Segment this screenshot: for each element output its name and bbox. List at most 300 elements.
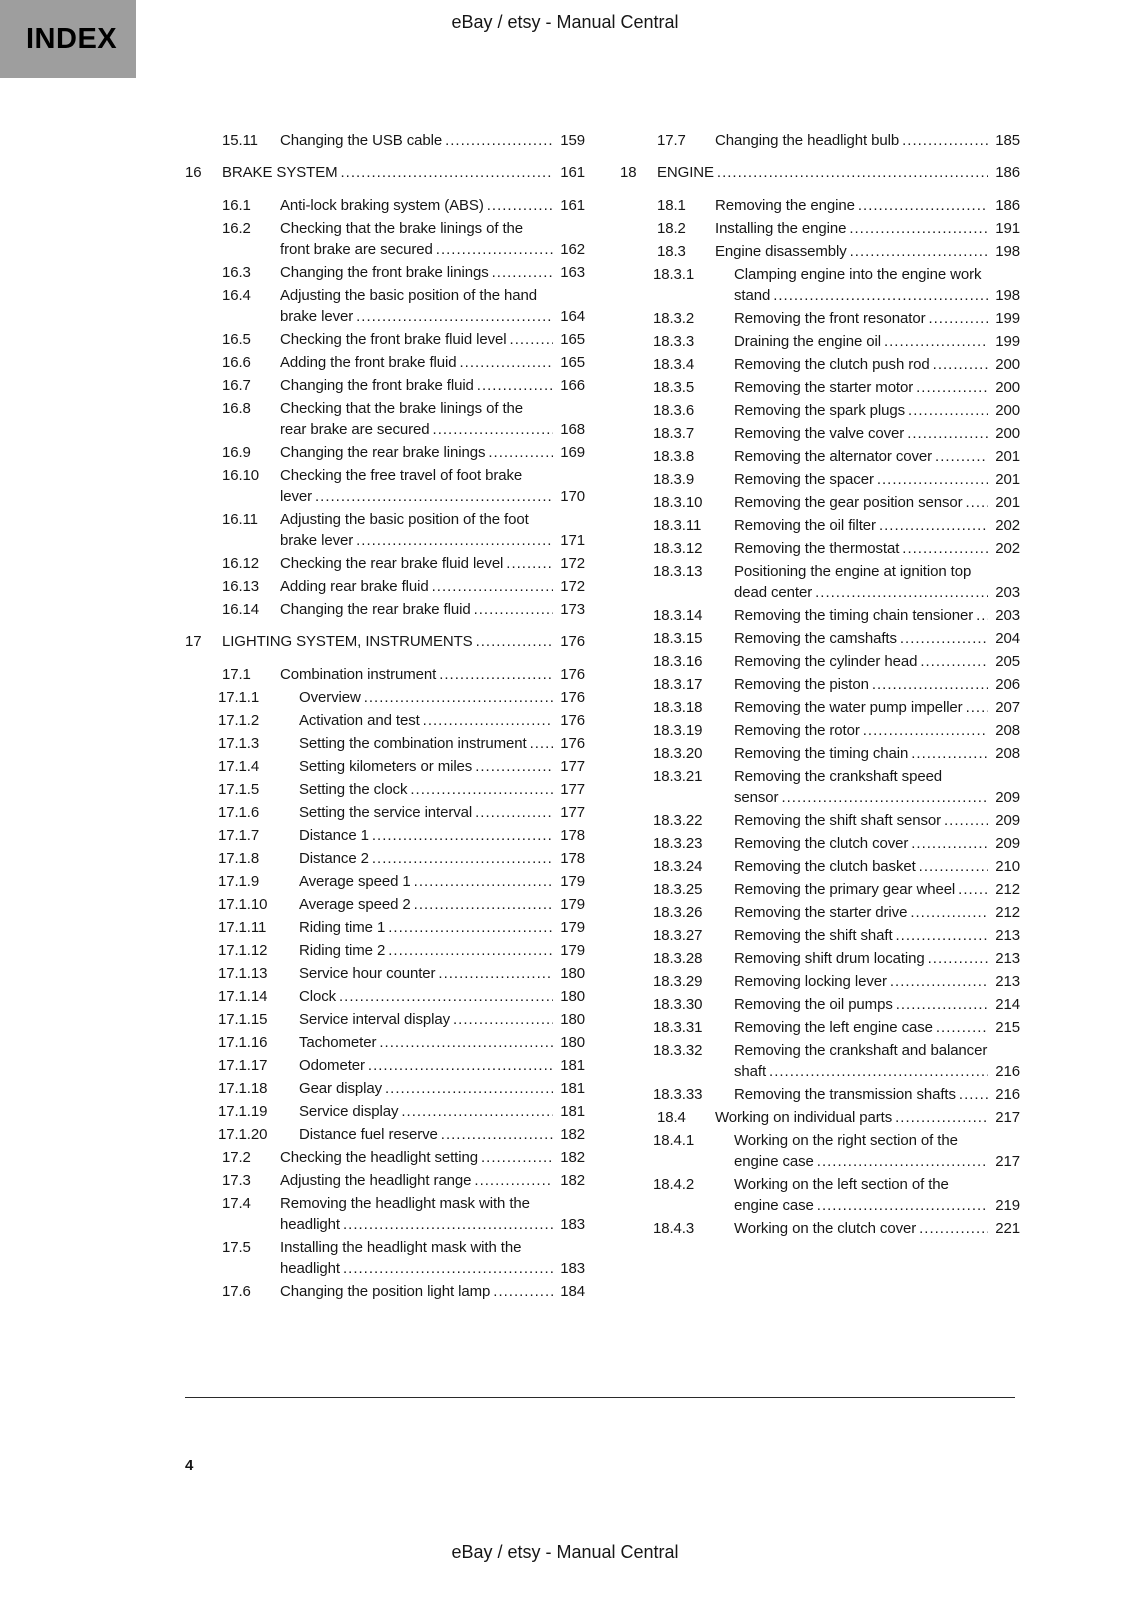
- toc-entry-title: Adjusting the basic position of the foot brake lever: [280, 511, 529, 549]
- toc-entry-page: 182: [555, 1170, 585, 1191]
- toc-entry[interactable]: [185, 553, 585, 574]
- toc-entry-body: [280, 262, 553, 283]
- toc-entry-title: Removing the spacer: [734, 471, 874, 488]
- toc-entry-page: 216: [990, 1084, 1020, 1105]
- toc-entry[interactable]: [185, 1032, 585, 1053]
- toc-entry[interactable]: [620, 856, 1020, 877]
- toc-entry-body: [299, 687, 553, 708]
- toc-entry[interactable]: [185, 1101, 585, 1122]
- toc-entry[interactable]: [620, 971, 1020, 992]
- toc-entry-number: 16.4: [222, 287, 251, 304]
- dot-leader: [899, 538, 988, 559]
- toc-entry-body: [734, 651, 988, 672]
- footer-rule: [185, 1397, 1015, 1398]
- toc-entry-number: 16.2: [222, 220, 251, 237]
- toc-entry[interactable]: [185, 631, 585, 652]
- toc-entry-title: Removing the piston: [734, 676, 869, 693]
- dot-leader: [382, 1078, 553, 1099]
- toc-entry[interactable]: [185, 375, 585, 396]
- toc-entry-number: 16.7: [222, 377, 251, 394]
- toc-entry-number: 18.3.18: [653, 699, 703, 716]
- toc-entry[interactable]: [620, 1174, 1020, 1216]
- toc-entry-number: 18.3.6: [653, 402, 695, 419]
- dot-leader: [369, 825, 553, 846]
- toc-entry[interactable]: [185, 442, 585, 463]
- toc-entry[interactable]: [185, 848, 585, 869]
- dot-leader: [913, 377, 988, 398]
- toc-entry-body: [299, 917, 553, 938]
- toc-entry[interactable]: [620, 902, 1020, 923]
- toc-entry-title: Removing the headlight mask with the headlight: [280, 1195, 530, 1233]
- toc-entry-number: 17.1.12: [218, 942, 268, 959]
- toc-entry[interactable]: [620, 162, 1020, 183]
- dot-leader: [874, 469, 988, 490]
- toc-entry-page: 169: [555, 442, 585, 463]
- toc-entry-title: Clamping engine into the engine work stand: [734, 266, 982, 304]
- toc-entry-page: 176: [555, 664, 585, 685]
- toc-entry[interactable]: [620, 515, 1020, 536]
- toc-entry-number: 17.1.3: [218, 735, 260, 752]
- toc-entry-title: Changing the USB cable: [280, 132, 443, 149]
- toc-entry-number: 18.3.12: [653, 540, 703, 557]
- toc-entry-body: [299, 894, 553, 915]
- toc-entry-title: Setting the clock: [299, 781, 408, 798]
- toc-entry-page: 213: [990, 948, 1020, 969]
- toc-entry-page: 178: [555, 848, 585, 869]
- toc-entry-title: Adjusting the headlight range: [280, 1172, 472, 1189]
- toc-entry[interactable]: [620, 879, 1020, 900]
- toc-entry-title: Removing the oil filter: [734, 517, 876, 534]
- dot-leader: [714, 162, 988, 183]
- toc-entry[interactable]: [185, 1009, 585, 1030]
- toc-entry[interactable]: [185, 1078, 585, 1099]
- toc-entry[interactable]: [185, 1170, 585, 1191]
- toc-entry-number: 18.3.28: [653, 950, 703, 967]
- toc-entry-body: [299, 1032, 553, 1053]
- toc-entry-number: 18.3.27: [653, 927, 703, 944]
- toc-entry[interactable]: [620, 400, 1020, 421]
- toc-entry[interactable]: [185, 352, 585, 373]
- toc-entry-number: 17.1.6: [218, 804, 260, 821]
- dot-leader: [905, 400, 988, 421]
- toc-entry[interactable]: [620, 743, 1020, 764]
- toc-entry[interactable]: [620, 1218, 1020, 1239]
- toc-entry-title: Checking the front brake fluid level: [280, 331, 507, 348]
- toc-entry-number: 17.1.2: [218, 712, 260, 729]
- toc-entry-page: 162: [555, 239, 585, 260]
- toc-entry-body: [734, 561, 988, 603]
- toc-entry-page: 168: [555, 419, 585, 440]
- toc-entry-page: 177: [555, 756, 585, 777]
- toc-entry[interactable]: [620, 492, 1020, 513]
- dot-leader: [420, 710, 553, 731]
- toc-entry[interactable]: [185, 1237, 585, 1279]
- toc-entry[interactable]: [620, 948, 1020, 969]
- toc-entry-body: [734, 810, 988, 831]
- toc-entry-title: Removing the primary gear wheel: [734, 881, 956, 898]
- toc-entry[interactable]: [620, 994, 1020, 1015]
- toc-entry-page: 200: [990, 400, 1020, 421]
- dot-leader: [456, 352, 553, 373]
- toc-entry-title: Installing the engine: [715, 220, 847, 237]
- toc-entry[interactable]: [620, 720, 1020, 741]
- toc-entry-body: [734, 331, 988, 352]
- toc-entry[interactable]: [620, 469, 1020, 490]
- toc-entry[interactable]: [185, 465, 585, 507]
- toc-entry-title: Draining the engine oil: [734, 333, 881, 350]
- dot-leader: [932, 446, 988, 467]
- toc-entry-number: 18.3.4: [653, 356, 695, 373]
- dot-leader: [887, 971, 988, 992]
- dot-leader: [450, 1009, 553, 1030]
- toc-entry-page: 207: [990, 697, 1020, 718]
- toc-entry[interactable]: [620, 697, 1020, 718]
- toc-entry[interactable]: [185, 218, 585, 260]
- toc-entry-page: 182: [555, 1147, 585, 1168]
- toc-entry-title: Removing the thermostat: [734, 540, 900, 557]
- toc-entry-number: 17.7: [657, 132, 686, 149]
- dot-leader: [472, 756, 553, 777]
- dot-leader: [442, 130, 553, 151]
- toc-entry-number: 17.3: [222, 1172, 251, 1189]
- toc-entry[interactable]: [620, 1040, 1020, 1082]
- dot-leader: [369, 848, 553, 869]
- toc-entry[interactable]: [185, 871, 585, 892]
- toc-entry-number: 16.6: [222, 354, 251, 371]
- toc-entry-title: Removing the starter motor: [734, 379, 914, 396]
- toc-entry-number: 18.3.33: [653, 1086, 703, 1103]
- toc-entry-body: [299, 733, 553, 754]
- toc-column-right: [620, 130, 1020, 1304]
- toc-entry-number: 16.1: [222, 197, 251, 214]
- toc-entry-number: 18.3.1: [653, 266, 695, 283]
- toc-entry-body: [299, 802, 553, 823]
- toc-entry-title: Removing the starter drive: [734, 904, 908, 921]
- dot-leader: [398, 1101, 553, 1122]
- dot-leader: [917, 651, 988, 672]
- toc-entry-title: Changing the position light lamp: [280, 1283, 491, 1300]
- toc-entry-body: [734, 1017, 988, 1038]
- toc-entry[interactable]: [185, 398, 585, 440]
- toc-entry[interactable]: [620, 605, 1020, 626]
- toc-entry-body: [280, 375, 553, 396]
- dot-leader: [955, 879, 988, 900]
- toc-entry-page: 199: [990, 331, 1020, 352]
- toc-entry[interactable]: [620, 538, 1020, 559]
- dot-leader: [489, 262, 553, 283]
- toc-entry[interactable]: [620, 810, 1020, 831]
- toc-entry[interactable]: [185, 802, 585, 823]
- toc-entry-number: 17.1.20: [218, 1126, 268, 1143]
- toc-entry-page: 179: [555, 940, 585, 961]
- toc-entry-number: 18.3.5: [653, 379, 695, 396]
- toc-entry-page: 185: [990, 130, 1020, 151]
- toc-entry[interactable]: [620, 1107, 1020, 1128]
- toc-entry[interactable]: [185, 756, 585, 777]
- toc-entry-body: [299, 848, 553, 869]
- toc-entry[interactable]: [185, 1147, 585, 1168]
- toc-entry[interactable]: [185, 687, 585, 708]
- toc-entry[interactable]: [185, 329, 585, 350]
- toc-entry-page: 179: [555, 871, 585, 892]
- toc-entry[interactable]: [620, 218, 1020, 239]
- toc-entry-title: Checking that the brake linings of the rear brake are secured: [280, 400, 524, 438]
- toc-entry[interactable]: [620, 308, 1020, 329]
- toc-entry-body: [280, 1281, 553, 1302]
- toc-entry[interactable]: [620, 195, 1020, 216]
- toc-entry-page: 204: [990, 628, 1020, 649]
- toc-entry[interactable]: [620, 130, 1020, 151]
- toc-entry[interactable]: [185, 986, 585, 1007]
- toc-entry[interactable]: [620, 377, 1020, 398]
- toc-entry-page: 219: [990, 1195, 1020, 1216]
- dot-leader: [490, 1281, 553, 1302]
- toc-entry-title: Changing the rear brake linings: [280, 444, 486, 461]
- toc-entry-title: Service display: [299, 1103, 399, 1120]
- toc-entry[interactable]: [185, 1281, 585, 1302]
- toc-entry-page: 205: [990, 651, 1020, 672]
- toc-entry[interactable]: [185, 576, 585, 597]
- dot-leader: [385, 917, 553, 938]
- toc-entry[interactable]: [185, 130, 585, 151]
- toc-entry-body: [280, 553, 553, 574]
- toc-entry-body: [734, 538, 988, 559]
- toc-entry-body: [657, 162, 988, 183]
- dot-leader: [429, 576, 553, 597]
- toc-entry-body: [734, 697, 988, 718]
- toc-entry-title: Positioning the engine at ignition top dead center: [734, 563, 972, 601]
- toc-entry-body: [734, 1040, 988, 1082]
- toc-entry-title: Anti-lock braking system (ABS): [280, 197, 484, 214]
- dot-leader: [474, 375, 553, 396]
- dot-leader: [336, 986, 553, 1007]
- toc-entry-number: 16.11: [222, 511, 258, 528]
- toc-entry[interactable]: [620, 1084, 1020, 1105]
- toc-entry-number: 17: [185, 633, 202, 650]
- dot-leader: [407, 779, 553, 800]
- dot-leader: [876, 515, 988, 536]
- toc-entry-page: 179: [555, 917, 585, 938]
- toc-entry[interactable]: [620, 241, 1020, 262]
- toc-entry[interactable]: [185, 963, 585, 984]
- dot-leader: [503, 553, 553, 574]
- toc-entry[interactable]: [185, 1193, 585, 1235]
- toc-entry-title: Checking that the brake linings of the front brake are secured: [280, 220, 524, 258]
- toc-entry-body: [280, 130, 553, 151]
- toc-entry-number: 17.1.11: [218, 919, 267, 936]
- toc-entry-title: Removing the timing chain tensioner: [734, 607, 974, 624]
- toc-entry-page: 214: [990, 994, 1020, 1015]
- toc-entry[interactable]: [620, 925, 1020, 946]
- dot-leader: [472, 802, 553, 823]
- toc-entry-number: 16: [185, 164, 202, 181]
- toc-entry-body: [734, 971, 988, 992]
- toc-entry[interactable]: [185, 262, 585, 283]
- dot-leader: [908, 743, 988, 764]
- toc-entry-page: 209: [990, 833, 1020, 854]
- toc-entry-page: 182: [555, 1124, 585, 1145]
- toc-entry[interactable]: [620, 561, 1020, 603]
- toc-entry-page: 161: [555, 195, 585, 216]
- toc-entry-body: [734, 492, 988, 513]
- toc-entry-title: Combination instrument: [280, 666, 437, 683]
- toc-entry-page: 203: [990, 605, 1020, 626]
- toc-entry[interactable]: [185, 733, 585, 754]
- toc-entry-number: 18.3.15: [653, 630, 703, 647]
- toc-entry-page: 201: [990, 446, 1020, 467]
- toc-entry-body: [299, 1101, 553, 1122]
- toc-entry-number: 17.1.14: [218, 988, 268, 1005]
- toc-entry-title: Setting kilometers or miles: [299, 758, 473, 775]
- toc-entry[interactable]: [185, 894, 585, 915]
- toc-entry-body: [280, 664, 553, 685]
- toc-entry[interactable]: [185, 1055, 585, 1076]
- toc-entry[interactable]: [185, 599, 585, 620]
- dot-leader: [916, 856, 988, 877]
- dot-leader: [963, 697, 988, 718]
- toc-entry-body: [734, 354, 988, 375]
- toc-entry-number: 18.3.2: [653, 310, 695, 327]
- toc-entry-title: Activation and test: [299, 712, 420, 729]
- header-title: eBay / etsy - Manual Central: [451, 12, 679, 32]
- dot-leader: [338, 162, 554, 183]
- toc-entry-page: 176: [555, 631, 585, 652]
- toc-entry[interactable]: [185, 509, 585, 551]
- toc-entry-page: 171: [555, 530, 585, 551]
- toc-entry[interactable]: [620, 628, 1020, 649]
- toc-entry-page: 170: [555, 486, 585, 507]
- toc-entry[interactable]: [620, 766, 1020, 808]
- toc-entry-body: [280, 218, 553, 260]
- toc-entry-number: 16.12: [222, 555, 260, 572]
- toc-entry-page: 206: [990, 674, 1020, 695]
- toc-entry-number: 18.3.32: [653, 1042, 703, 1059]
- toc-entry-page: 209: [990, 810, 1020, 831]
- toc-entry-number: 16.10: [222, 467, 260, 484]
- toc-entry-page: 180: [555, 986, 585, 1007]
- toc-entry-page: 184: [555, 1281, 585, 1302]
- dot-leader: [365, 1055, 553, 1076]
- toc-entry-number: 18.3.16: [653, 653, 703, 670]
- toc-entry-page: 209: [990, 787, 1020, 808]
- toc-entry[interactable]: [620, 833, 1020, 854]
- toc-entry[interactable]: [620, 264, 1020, 306]
- toc-entry[interactable]: [185, 285, 585, 327]
- toc-entry-number: 18.3: [657, 243, 686, 260]
- toc-entry-body: [734, 948, 988, 969]
- toc-entry-page: 208: [990, 743, 1020, 764]
- toc-entry-body: [734, 902, 988, 923]
- toc-entry-body: [734, 1084, 988, 1105]
- toc-entry-page: 198: [990, 241, 1020, 262]
- toc-entry[interactable]: [620, 354, 1020, 375]
- toc-entry-title: Removing the alternator cover: [734, 448, 933, 465]
- dot-leader: [361, 687, 553, 708]
- toc-entry-body: [280, 1193, 553, 1235]
- toc-entry[interactable]: [620, 446, 1020, 467]
- toc-entry-body: [299, 825, 553, 846]
- toc-entry[interactable]: [185, 195, 585, 216]
- toc-entry[interactable]: [620, 423, 1020, 444]
- toc-entry-body: [715, 130, 988, 151]
- toc-entry[interactable]: [185, 1124, 585, 1145]
- toc-entry[interactable]: [620, 1017, 1020, 1038]
- toc-entry-page: 176: [555, 687, 585, 708]
- toc-entry-number: 17.1: [222, 666, 251, 683]
- toc-entry-title: Removing locking lever: [734, 973, 887, 990]
- toc-entry-body: [734, 925, 988, 946]
- toc-entry[interactable]: [185, 940, 585, 961]
- toc-entry-page: 165: [555, 352, 585, 373]
- toc-entry-body: [715, 241, 988, 262]
- dot-leader: [860, 720, 988, 741]
- toc-entry-number: 17.1.19: [218, 1103, 268, 1120]
- toc-entry-body: [715, 195, 988, 216]
- dot-leader: [907, 902, 988, 923]
- toc-entry[interactable]: [620, 331, 1020, 352]
- toc-entry-title: Removing the rotor: [734, 722, 860, 739]
- toc-entry-page: 181: [555, 1078, 585, 1099]
- dot-leader: [893, 925, 988, 946]
- toc-entry[interactable]: [185, 162, 585, 183]
- toc-entry-body: [734, 423, 988, 444]
- toc-entry-body: [734, 1174, 988, 1216]
- toc-entry-title: Removing the camshafts: [734, 630, 897, 647]
- toc-entry[interactable]: [185, 710, 585, 731]
- toc-entry-title: Removing the left engine case: [734, 1019, 933, 1036]
- toc-entry-page: 172: [555, 576, 585, 597]
- toc-entry-page: 159: [555, 130, 585, 151]
- toc-entry-page: 177: [555, 802, 585, 823]
- toc-entry[interactable]: [620, 651, 1020, 672]
- toc-entry-number: 18.1: [657, 197, 686, 214]
- toc-entry[interactable]: [185, 917, 585, 938]
- dot-leader: [941, 810, 988, 831]
- toc-entry-title: ENGINE: [657, 164, 714, 181]
- toc-entry-page: 215: [990, 1017, 1020, 1038]
- toc-entry-title: BRAKE SYSTEM: [222, 164, 338, 181]
- toc-entry[interactable]: [620, 674, 1020, 695]
- toc-entry-title: Distance 2: [299, 850, 369, 867]
- toc-entry-body: [299, 756, 553, 777]
- toc-entry-page: 200: [990, 354, 1020, 375]
- toc-entry-title: Gear display: [299, 1080, 383, 1097]
- toc-entry-page: 173: [555, 599, 585, 620]
- dot-leader: [385, 940, 553, 961]
- toc-entry-number: 17.1.18: [218, 1080, 268, 1097]
- toc-entry-page: 199: [990, 308, 1020, 329]
- toc-entry-title: Removing the water pump impeller: [734, 699, 963, 716]
- toc-entry-number: 17.1.9: [218, 873, 260, 890]
- toc-entry[interactable]: [185, 664, 585, 685]
- toc-entry-body: [299, 871, 553, 892]
- toc-entry-body: [280, 285, 553, 327]
- toc-entry-title: Engine disassembly: [715, 243, 847, 260]
- toc-entry[interactable]: [185, 825, 585, 846]
- toc-entry-title: Changing the rear brake fluid: [280, 601, 471, 618]
- toc-entry-title: Removing the timing chain: [734, 745, 909, 762]
- toc-entry[interactable]: [185, 779, 585, 800]
- toc-entry-body: [734, 605, 988, 626]
- dot-leader: [814, 1151, 988, 1172]
- toc-entry-page: 210: [990, 856, 1020, 877]
- toc-entry[interactable]: [620, 1130, 1020, 1172]
- toc-entry-body: [222, 162, 553, 183]
- toc-entry-number: 17.1.13: [218, 965, 268, 982]
- toc-entry-body: [734, 856, 988, 877]
- dot-leader: [847, 241, 988, 262]
- toc-entry-body: [280, 465, 553, 507]
